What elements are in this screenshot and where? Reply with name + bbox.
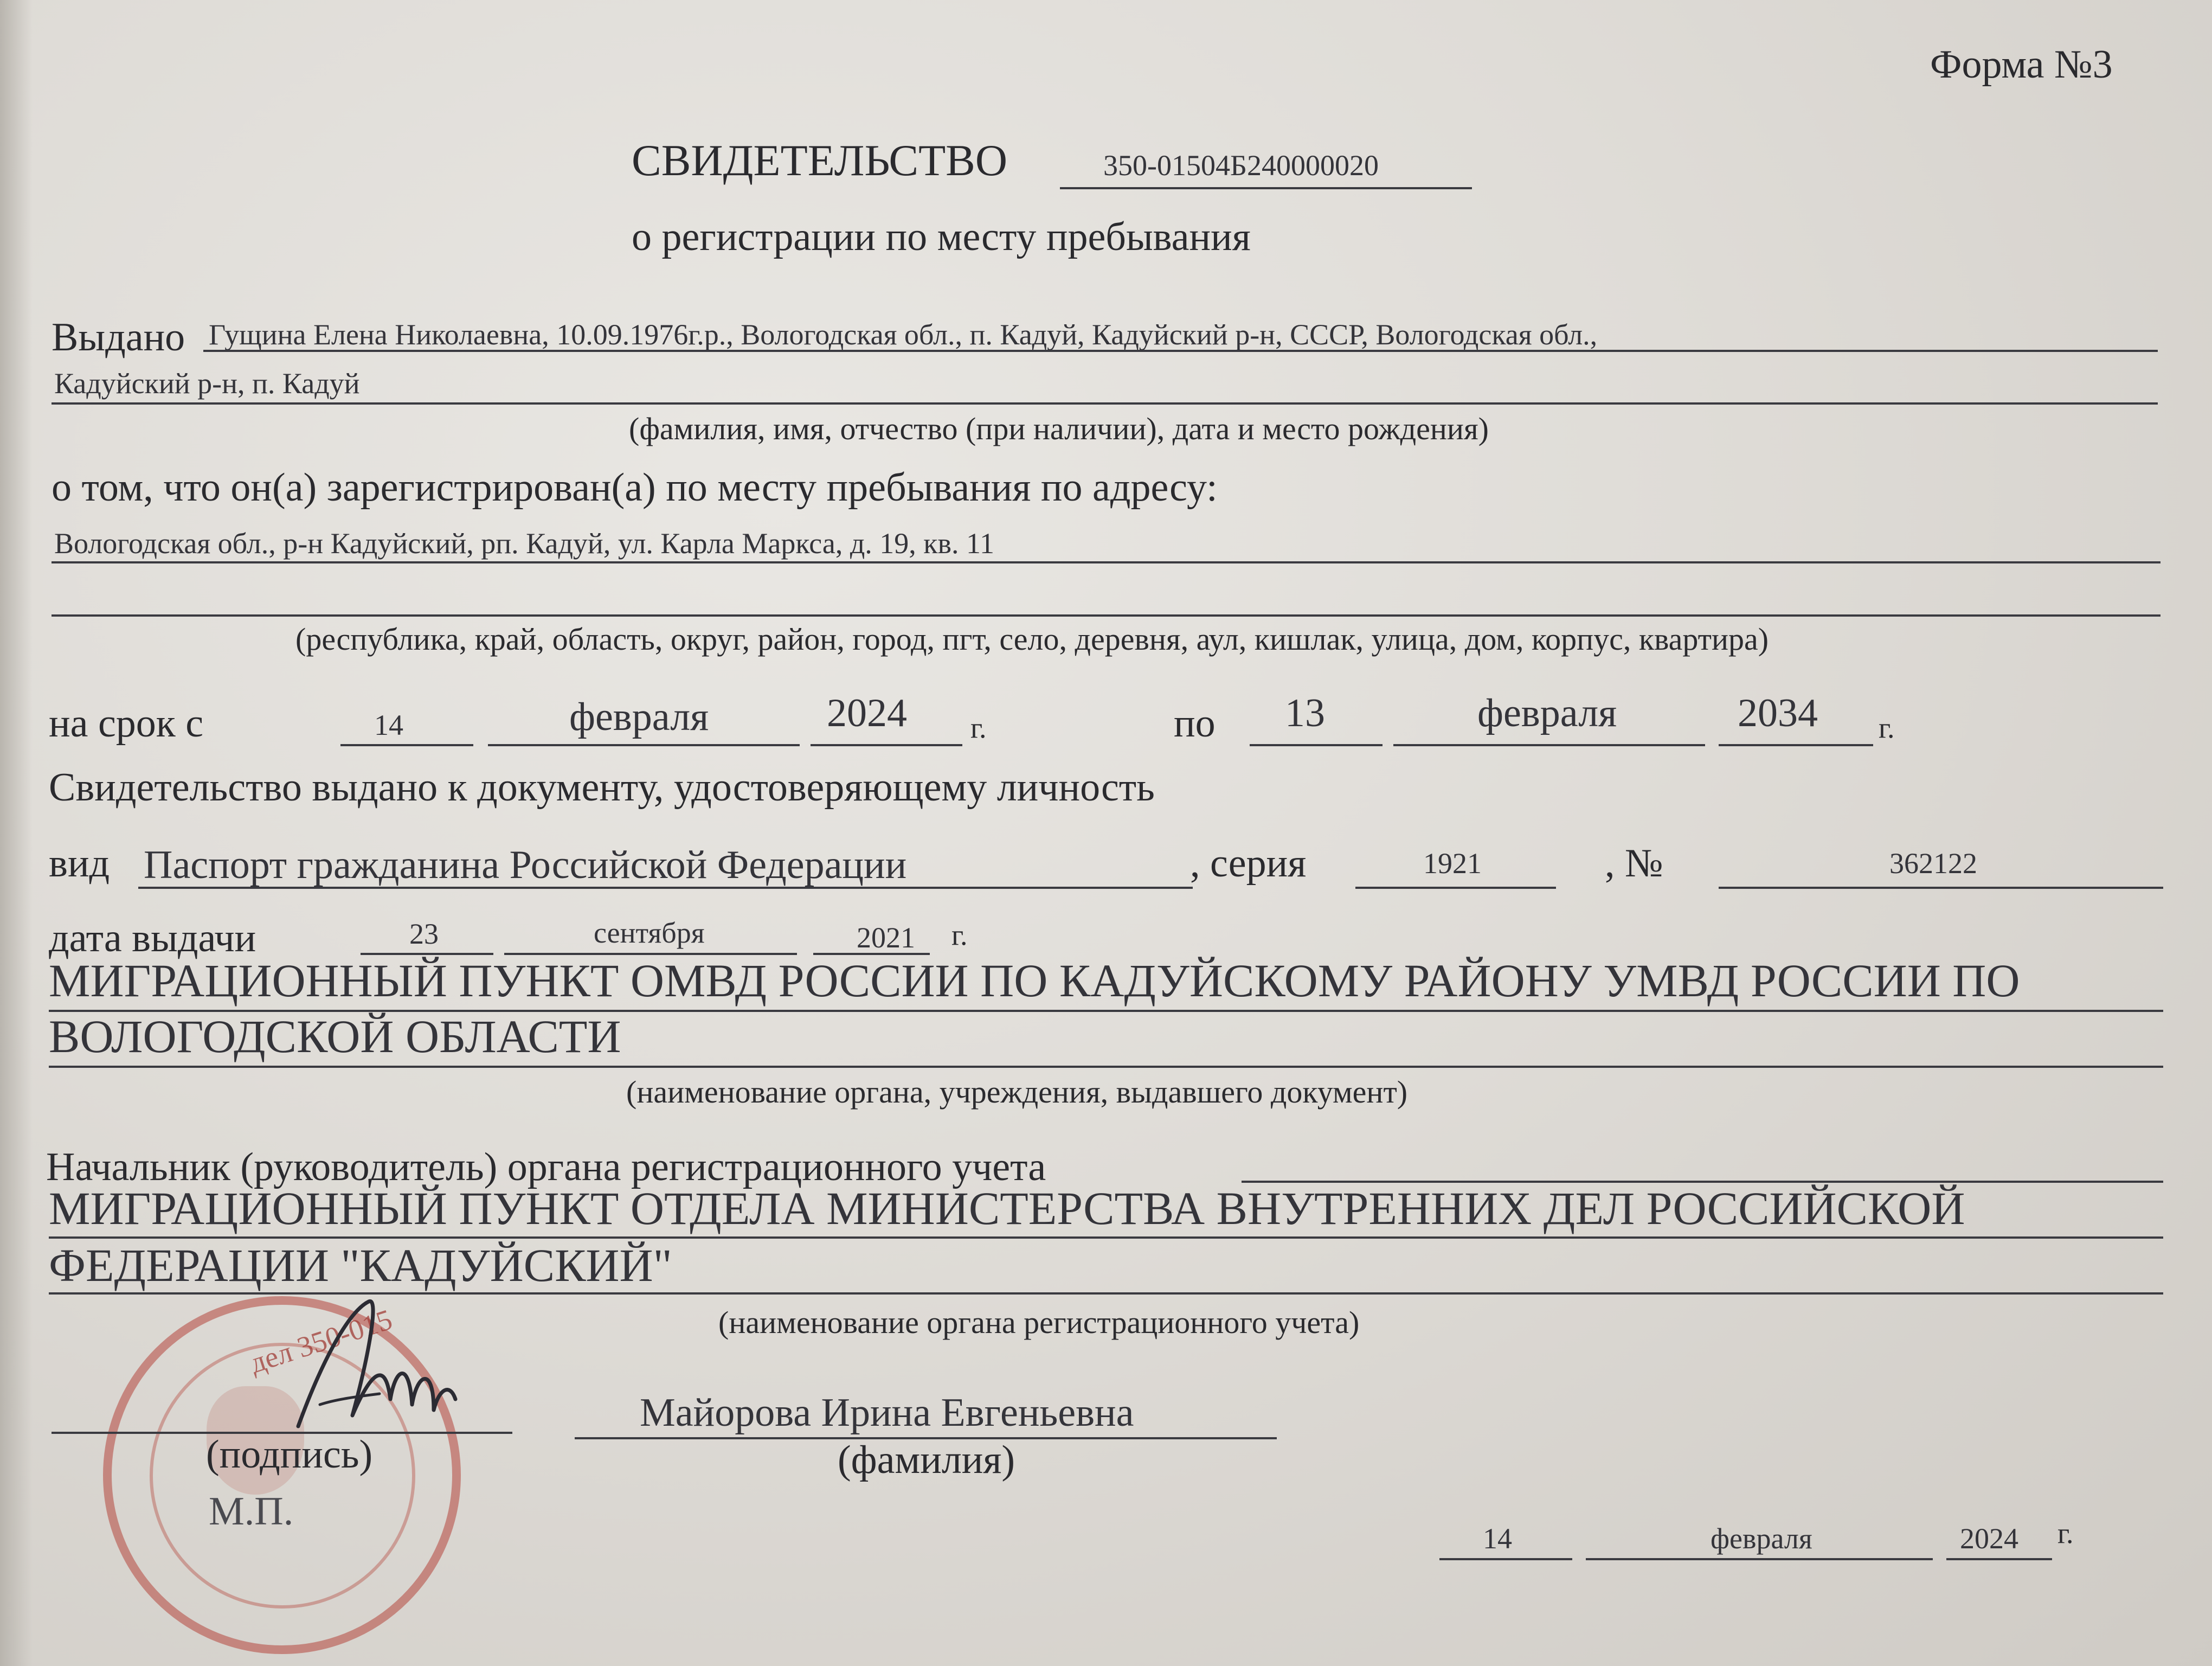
paper-edge-shade bbox=[0, 0, 33, 1666]
issued-to-caption: (фамилия, имя, отчество (при наличии), дата и место рождения) bbox=[629, 411, 1489, 446]
term-from-day-underline bbox=[340, 744, 473, 746]
document-number-label: , № bbox=[1605, 841, 1663, 886]
registration-authority-line2: ФЕДЕРАЦИИ "КАДУЙСКИЙ" bbox=[49, 1239, 672, 1291]
handwritten-signature bbox=[287, 1291, 461, 1453]
sign-date-year: 2024 bbox=[1960, 1522, 2018, 1555]
address-caption: (республика, край, область, округ, район, город, пгт, село, деревня, аул, кишлак, улица, дом, корпус, квартира) bbox=[295, 621, 1769, 657]
term-from-year-underline bbox=[811, 744, 962, 746]
issuing-authority-line1: МИГРАЦИОННЫЙ ПУНКТ ОМВД РОССИИ ПО КАДУЙСКОМУ РАЙОНУ УМВД РОССИИ ПО bbox=[49, 954, 2020, 1007]
term-to-year-underline bbox=[1719, 744, 1873, 746]
term-from-label: на срок с bbox=[49, 701, 204, 746]
form-label: Форма №3 bbox=[1930, 42, 2113, 87]
document-type-underline bbox=[138, 887, 1193, 889]
term-from-day: 14 bbox=[374, 709, 403, 741]
issue-date-label: дата выдачи bbox=[49, 916, 256, 960]
head-label: Начальник (руководитель) органа регистрационного учета bbox=[46, 1145, 1046, 1189]
address-value: Вологодская обл., р-н Кадуйский, рп. Кадуй, ул. Карла Маркса, д. 19, кв. 11 bbox=[54, 527, 995, 560]
issued-to-line1: Гущина Елена Николаевна, 10.09.1976г.р., Вологодская обл., п. Кадуй, Кадуйский р-н, СССР, Вологодская обл., bbox=[209, 318, 1598, 351]
issuing-authority-line2: ВОЛОГОДСКОЙ ОБЛАСТИ bbox=[49, 1010, 621, 1062]
sign-date-month-underline bbox=[1586, 1558, 1933, 1560]
document-number-value: 362122 bbox=[1889, 847, 1977, 880]
document-text: Свидетельство выдано к документу, удостоверяющему личность bbox=[49, 765, 1155, 810]
sign-date-day-underline bbox=[1439, 1558, 1572, 1560]
issued-to-line2: Кадуйский р-н, п. Кадуй bbox=[54, 367, 360, 400]
stamp-text: дел 350-015 bbox=[246, 1303, 396, 1380]
certificate-title: СВИДЕТЕЛЬСТВО bbox=[632, 136, 1008, 185]
registered-text: о том, что он(а) зарегистрирован(а) по месту пребывания по адресу: bbox=[52, 465, 1218, 510]
issue-date-year: 2021 bbox=[857, 921, 915, 954]
issue-date-g: г. bbox=[951, 919, 968, 951]
document-number-underline bbox=[1719, 887, 2163, 889]
document-series-underline bbox=[1355, 887, 1556, 889]
issued-to-line2-underline bbox=[52, 402, 2158, 405]
document-type-value: Паспорт гражданина Российской Федерации bbox=[144, 843, 907, 887]
term-g1: г. bbox=[970, 712, 987, 744]
official-name-caption: (фамилия) bbox=[838, 1438, 1015, 1482]
registration-authority-line1: МИГРАЦИОННЫЙ ПУНКТ ОТДЕЛА МИНИСТЕРСТВА ВНУТРЕННИХ ДЕЛ РОССИЙСКОЙ bbox=[49, 1182, 1965, 1234]
certificate-subtitle: о регистрации по месту пребывания bbox=[632, 215, 1251, 259]
term-to-year: 2034 bbox=[1738, 691, 1818, 735]
certificate-number-underline bbox=[1060, 187, 1472, 189]
issuing-authority-caption: (наименование органа, учреждения, выдавшего документ) bbox=[626, 1074, 1408, 1110]
document-series-label: , серия bbox=[1190, 841, 1307, 886]
address-underline-2 bbox=[52, 614, 2160, 617]
term-from-month-underline bbox=[488, 744, 800, 746]
official-name: Майорова Ирина Евгеньевна bbox=[640, 1391, 1134, 1435]
issue-date-month: сентября bbox=[594, 917, 705, 949]
sign-date-year-underline bbox=[1946, 1558, 2052, 1560]
registration-authority-caption: (наименование органа регистрационного учета) bbox=[718, 1305, 1360, 1340]
issued-to-line1-underline bbox=[203, 350, 2158, 352]
address-underline-1 bbox=[52, 561, 2160, 563]
registration-authority-underline-1 bbox=[49, 1236, 2163, 1239]
stamp-mark-label: М.П. bbox=[209, 1489, 294, 1534]
sign-date-g: г. bbox=[2057, 1517, 2074, 1549]
signature-caption: (подпись) bbox=[206, 1432, 373, 1477]
term-to-month: февраля bbox=[1477, 691, 1617, 735]
issue-date-day: 23 bbox=[409, 918, 439, 950]
term-to-day-underline bbox=[1250, 744, 1382, 746]
certificate-number: 350-01504Б240000020 bbox=[1103, 149, 1379, 182]
term-to-day: 13 bbox=[1285, 691, 1325, 735]
term-from-year: 2024 bbox=[827, 691, 907, 735]
document-series-value: 1921 bbox=[1423, 847, 1482, 880]
sign-date-day: 14 bbox=[1483, 1522, 1512, 1555]
term-from-month: февраля bbox=[569, 695, 709, 739]
term-to-label: по bbox=[1174, 701, 1216, 746]
term-to-month-underline bbox=[1393, 744, 1705, 746]
issuing-authority-underline-2 bbox=[49, 1066, 2163, 1068]
sign-date-month: февраля bbox=[1711, 1522, 1812, 1555]
document-type-label: вид bbox=[49, 841, 110, 886]
issued-to-label: Выдано bbox=[52, 315, 185, 360]
term-g2: г. bbox=[1879, 712, 1895, 744]
